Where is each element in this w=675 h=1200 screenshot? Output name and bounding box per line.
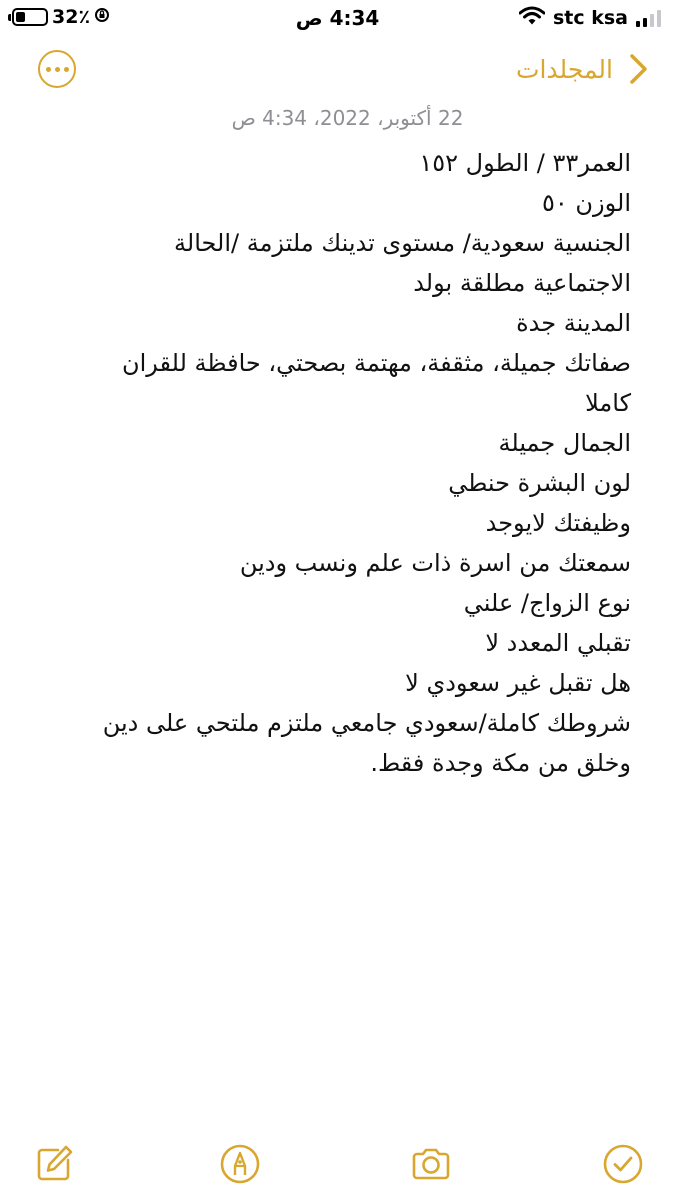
note-line: هل تقبل غير سعودي لا (405, 669, 631, 697)
wifi-icon (519, 6, 545, 30)
ellipsis-dot-icon (55, 67, 60, 72)
signal-strength-icon (636, 9, 661, 27)
more-options-button[interactable] (38, 50, 76, 88)
ellipsis-dot-icon (64, 67, 69, 72)
note-line: لون البشرة حنطي (448, 469, 631, 497)
battery-percent: 32٪ (52, 6, 91, 28)
status-right (519, 6, 661, 30)
note-line: الجنسية سعودية/ مستوى تدينك ملتزمة /الحالة (174, 229, 631, 257)
carrier-name: stc ksa (552, 7, 628, 29)
markup-pen-icon (218, 1142, 262, 1186)
note-line: المدينة جدة (516, 309, 631, 337)
status-bar (0, 0, 675, 36)
note-line: وخلق من مكة وجدة فقط. (370, 749, 631, 777)
note-line: الوزن ٥٠ (541, 189, 631, 217)
signal-bar (636, 21, 640, 27)
ellipsis-dot-icon (46, 67, 51, 72)
note-line: تقبلي المعدد لا (485, 629, 631, 657)
note-line: صفاتك جميلة، مثقفة، مهتمة بصحتي، حافظة للقران (121, 349, 631, 377)
note-line: كاملا (585, 389, 631, 417)
chevron-right-icon (623, 52, 653, 86)
signal-bar (643, 18, 647, 27)
checklist-button[interactable] (601, 1142, 645, 1186)
note-line: سمعتك من اسرة ذات علم ونسب ودين (239, 549, 631, 577)
note-line: العمر٣٣ / الطول ١٥٢ (419, 149, 631, 177)
compose-icon (32, 1142, 76, 1186)
camera-icon (409, 1142, 453, 1186)
note-line: الجمال جميلة (498, 429, 631, 457)
markup-button[interactable] (218, 1142, 262, 1186)
back-button[interactable] (516, 52, 653, 86)
note-line: الاجتماعية مطلقة بولد (413, 269, 631, 297)
back-button-label: المجلدات (515, 54, 613, 84)
bottom-toolbar (0, 1142, 675, 1188)
signal-bar (657, 10, 661, 27)
checklist-icon (601, 1142, 645, 1186)
note-line: نوع الزواج/ علني (463, 589, 631, 617)
compose-button[interactable] (32, 1142, 76, 1186)
nav-bar (0, 44, 675, 96)
note-body[interactable] (31, 143, 631, 783)
note-line: شروطك كاملة/سعودي جامعي ملتزم ملتحي على دين (102, 709, 631, 737)
signal-bar (650, 14, 654, 27)
note-date: 22 أكتوبر، 2022، 4:34 ص (231, 106, 464, 130)
camera-button[interactable] (409, 1142, 453, 1186)
status-time: 4:34 ص (295, 6, 380, 30)
note-line: وظيفتك لايوجد (485, 509, 631, 537)
